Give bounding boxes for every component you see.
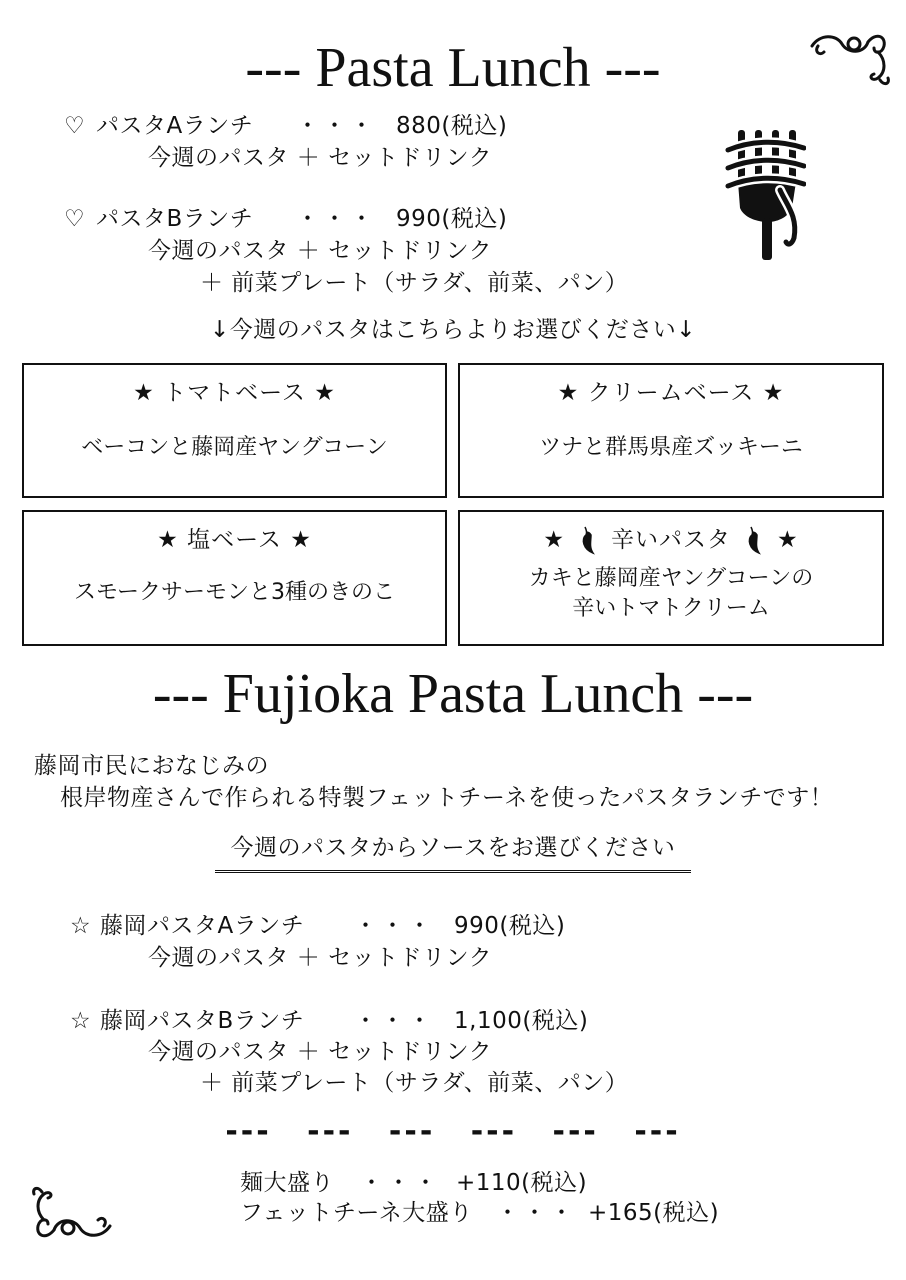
menu-a-price: 880(税込) (396, 113, 508, 139)
fujioka-menu-b-row (70, 1005, 588, 1037)
menu-a-row (64, 110, 507, 142)
menu-b-name: パスタBランチ (96, 206, 254, 232)
tomato-base-box (22, 363, 447, 498)
menu-b-row (64, 203, 507, 235)
option-row (240, 1167, 587, 1199)
option-row (240, 1197, 719, 1229)
fork-with-noodles-icon (722, 126, 806, 262)
cream-base-box (458, 363, 884, 498)
option-price: +165(税込) (588, 1200, 720, 1226)
fujioka-menu-b-desc: 今週のパスタ ＋ セットドリンク (148, 1039, 493, 1065)
base-item: カキと藤岡産ヤングコーンの 辛いトマトクリーム (528, 566, 814, 621)
option-name: 麺大盛り (240, 1170, 334, 1196)
option-name: フェットチーネ大盛り (240, 1200, 473, 1226)
star-outline-icon: ☆ (70, 1008, 92, 1034)
menu-a-dots: ・・・ (296, 113, 377, 139)
fujioka-menu-b-price: 1,100(税込) (454, 1008, 589, 1034)
fujioka-menu-a-price: 990(税込) (454, 913, 566, 939)
menu-b-extra: ＋ 前菜プレート（サラダ、前菜、パン） (200, 270, 629, 296)
base-heading: ★ クリームベース ★ (557, 380, 785, 406)
pasta-lunch-title: --- Pasta Lunch --- (245, 37, 661, 99)
star-icon: ★ (543, 527, 565, 553)
chili-pepper-icon (577, 525, 599, 555)
dash-divider: --- --- --- --- --- --- (225, 1114, 681, 1149)
intro-line-2: 根岸物産さんで作られる特製フェットチーネを使ったパスタランチです！ (60, 785, 834, 811)
chili-pepper-icon (743, 525, 765, 555)
heart-icon: ♡ (64, 113, 86, 139)
sauce-note-wrap (215, 832, 691, 873)
menu-b-dots: ・・・ (296, 206, 377, 232)
option-dots: ・・・ (360, 1170, 441, 1196)
menu-b-price: 990(税込) (396, 206, 508, 232)
choose-pasta-note: ↓今週のパスタはこちらよりお選びください↓ (209, 317, 697, 343)
menu-a-name: パスタAランチ (96, 113, 254, 139)
star-icon: ★ (777, 527, 799, 553)
heart-icon: ♡ (64, 206, 86, 232)
option-price: +110(税込) (456, 1170, 588, 1196)
flourish-ornament-icon (30, 1180, 116, 1244)
option-dots: ・・・ (496, 1200, 577, 1226)
star-outline-icon: ☆ (70, 913, 92, 939)
fujioka-menu-a-dots: ・・・ (354, 913, 435, 939)
base-heading (460, 524, 882, 556)
base-item: ベーコンと藤岡産ヤングコーン (81, 435, 388, 460)
base-item: スモークサーモンと3種のきのこ (73, 580, 396, 605)
fujioka-menu-a-row (70, 910, 565, 942)
base-heading: ★ 塩ベース ★ (157, 527, 312, 553)
intro-line-1: 藤岡市民におなじみの (34, 753, 269, 779)
fujioka-menu-b-name: 藤岡パスタBランチ (100, 1008, 305, 1034)
base-item: ツナと群馬県産ズッキーニ (539, 435, 803, 460)
salt-base-box (22, 510, 447, 646)
spicy-pasta-box (458, 510, 884, 646)
spicy-pasta-label: 辛いパスタ (611, 527, 731, 553)
fujioka-menu-b-extra: ＋ 前菜プレート（サラダ、前菜、パン） (200, 1070, 629, 1096)
base-heading: ★ トマトベース ★ (133, 380, 336, 406)
sauce-note: 今週のパスタからソースをお選びください (215, 832, 691, 873)
fujioka-menu-a-name: 藤岡パスタAランチ (100, 913, 305, 939)
fujioka-pasta-lunch-title: --- Fujioka Pasta Lunch --- (152, 663, 754, 725)
menu-b-desc: 今週のパスタ ＋ セットドリンク (148, 238, 493, 264)
fujioka-menu-a-desc: 今週のパスタ ＋ セットドリンク (148, 945, 493, 971)
menu-a-desc: 今週のパスタ ＋ セットドリンク (148, 145, 493, 171)
fujioka-menu-b-dots: ・・・ (354, 1008, 435, 1034)
